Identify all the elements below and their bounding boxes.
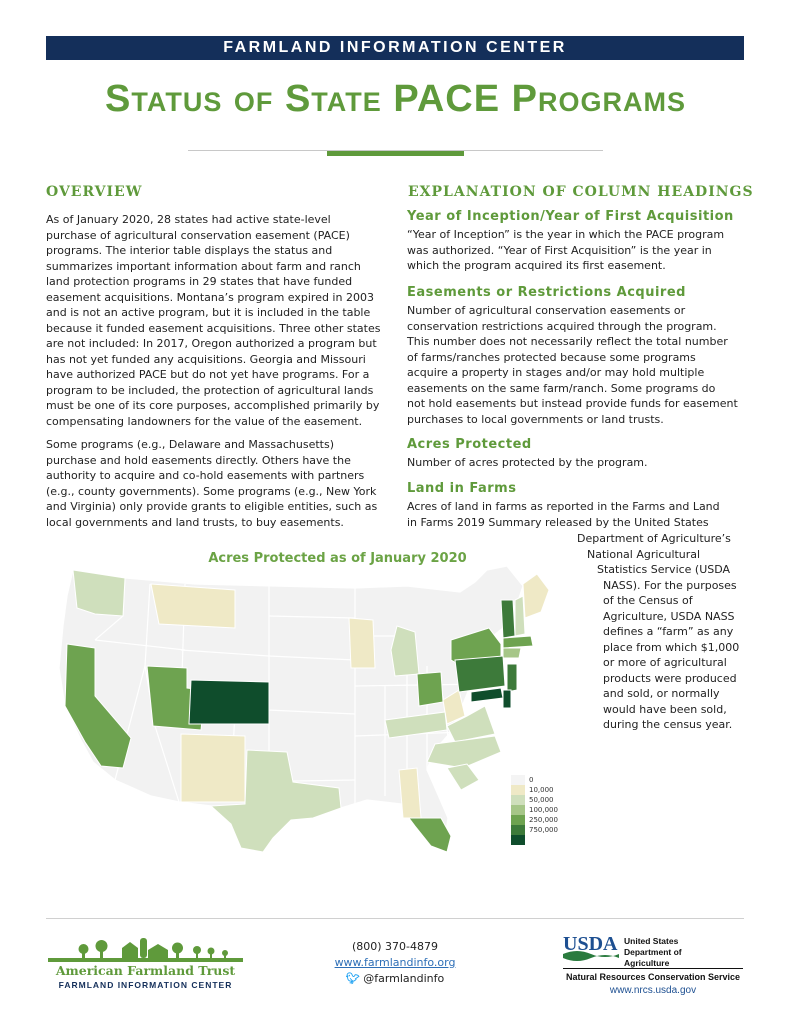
- legend-swatch: [511, 785, 525, 795]
- text-line: purchases to local governments or land trusts.: [407, 412, 664, 426]
- usda-dept-line: Department of: [624, 947, 682, 957]
- text-line: was authorized. “Year of First Acquisition” is the year in: [407, 243, 712, 257]
- text-line: and Virginia) only provide grants to eligible entities, such as: [46, 500, 378, 513]
- text-line: in Farms 2019 Summary released by the United States: [407, 515, 709, 529]
- legend-label: 750,000: [529, 826, 558, 834]
- text-line: local governments and land trusts, to buy easements.: [46, 515, 344, 529]
- usda-department: [624, 936, 682, 969]
- text-line: Some programs (e.g., Delaware and Massachusetts): [46, 438, 334, 451]
- text-line: not hold easements but instead provide funds for easement: [407, 397, 738, 410]
- vermont: [501, 600, 515, 638]
- legend-swatch: [511, 795, 525, 805]
- text-line: This number does not necessarily reflect the total number: [407, 335, 728, 348]
- new-hampshire: [515, 596, 525, 636]
- usda-logo-text: USDA: [563, 933, 618, 955]
- text-line: purchase and hold easements directly. Others have the: [46, 453, 351, 467]
- text-line: land protection programs in 29 states that have funded: [46, 275, 353, 288]
- legend-swatch: [511, 815, 525, 825]
- year-heading: Year of Inception/Year of First Acquisition: [407, 209, 734, 224]
- acres-text: Number of acres protected by the program.: [407, 456, 648, 469]
- aft-logo-subtitle: FARMLAND INFORMATION CENTER: [58, 980, 233, 990]
- text-line: Number of agricultural conservation easements or: [407, 304, 686, 317]
- text-line: programs. The interior table displays the status and: [46, 244, 333, 257]
- phone-number: (800) 370-4879: [351, 940, 439, 953]
- text-line: of the Census of: [603, 594, 693, 607]
- text-line: has not yet funded any acquisitions. Georgia and Missouri: [46, 352, 366, 366]
- delaware: [503, 690, 511, 708]
- text-line: “Year of Inception” is the year in which the PACE program: [407, 228, 725, 241]
- legend-label: 50,000: [529, 796, 554, 804]
- title-divider-accent: [327, 151, 464, 156]
- text-line: Department of Agriculture’s: [577, 532, 731, 545]
- text-line: (e.g., county governments). Some programs (e.g., New York: [46, 484, 377, 498]
- new-mexico: [181, 734, 245, 802]
- map-title: Acres Protected as of January 2020: [208, 551, 467, 566]
- text-line: As of January 2020, 28 states had active state-level: [46, 213, 331, 226]
- legend-item: [511, 775, 558, 785]
- footer-divider: [46, 918, 744, 919]
- text-line: would have been sold,: [603, 702, 727, 716]
- montana: [151, 584, 235, 628]
- legend-swatch: [511, 775, 525, 785]
- text-line: during the census year.: [603, 718, 733, 731]
- maine: [523, 574, 549, 618]
- legend-item: [511, 795, 558, 805]
- text-line: and is not an active program, but it is included in the table: [46, 306, 371, 319]
- usda-dept-line: Agriculture: [624, 958, 670, 968]
- text-line: compensating landowners for the value of the easement.: [46, 414, 363, 428]
- text-line: conservation restrictions acquired through the program.: [407, 319, 717, 333]
- acres-heading: Acres Protected: [407, 437, 532, 452]
- legend-item: [511, 835, 558, 845]
- aft-logo-name: American Farmland Trust: [55, 963, 236, 978]
- text-line: products were produced: [603, 671, 737, 685]
- legend-item: [511, 805, 558, 815]
- ohio: [417, 672, 443, 706]
- text-line: defines a “farm” as any: [603, 625, 734, 638]
- header-banner: FARMLAND INFORMATION CENTER: [46, 36, 744, 60]
- text-line: acquire a property in stages and/or may hold multiple: [407, 366, 705, 379]
- pennsylvania: [455, 656, 505, 692]
- new-jersey: [507, 664, 517, 692]
- legend-label: 100,000: [529, 806, 558, 814]
- map-legend: [511, 775, 558, 845]
- text-line: place from which $1,000: [603, 640, 740, 654]
- legend-item: [511, 825, 558, 835]
- twitter-handle[interactable]: [320, 972, 470, 985]
- south-carolina: [447, 764, 479, 790]
- land-heading: Land in Farms: [407, 481, 517, 496]
- nrcs-website-link[interactable]: www.nrcs.usda.gov: [609, 985, 697, 996]
- connecticut: [503, 648, 521, 658]
- legend-label: 10,000: [529, 786, 554, 794]
- text-line: Agriculture, USDA NASS: [603, 609, 735, 623]
- text-line: have authorized PACE but do not yet have programs. For a: [46, 368, 370, 381]
- text-line: program to be included, the protection of agricultural lands: [46, 383, 374, 397]
- text-line: must be one of its core purposes, accomplished primarily by: [46, 399, 380, 412]
- text-line: easements on the same farm/ranch. Some programs do: [407, 381, 716, 395]
- nrcs-name: Natural Resources Conservation Service: [565, 972, 741, 982]
- text-line: are not included: In 2017, Oregon authorized a program but: [46, 337, 377, 350]
- usda-logo-icon: [563, 932, 621, 964]
- usda-divider: [563, 968, 743, 969]
- website-link[interactable]: www.farmlandinfo.org: [334, 956, 456, 969]
- us-map: [55, 556, 555, 856]
- text-line: which the program acquired its first easement.: [407, 259, 666, 272]
- text-line: easement acquisitions. Montana’s program expired in 2003: [46, 290, 374, 304]
- alabama: [399, 768, 421, 818]
- michigan: [391, 626, 419, 676]
- legend-swatch: [511, 825, 525, 835]
- usda-dept-line: United States: [624, 936, 679, 946]
- easements-heading: Easements or Restrictions Acquired: [407, 285, 686, 300]
- text-line: NASS). For the purposes: [603, 578, 737, 592]
- text-line: of farms/ranches protected because some programs: [407, 350, 696, 364]
- text-line: authority to acquire and co-hold easements with partners: [46, 469, 365, 482]
- aft-logo-farm-icon: [48, 932, 243, 964]
- legend-item: [511, 815, 558, 825]
- twitter-icon: 🐦︎: [345, 972, 360, 985]
- legend-label: 0: [529, 776, 534, 784]
- text-line: purchase of agricultural conservation easement (PACE): [46, 228, 350, 242]
- text-line: and sold, or normally: [603, 687, 720, 700]
- text-line: because it funded easement acquisitions. Three other states: [46, 321, 381, 335]
- colorado: [189, 680, 269, 724]
- wisconsin: [349, 618, 375, 668]
- explanation-heading: EXPLANATION OF COLUMN HEADINGS: [408, 184, 754, 200]
- massachusetts: [503, 636, 533, 648]
- text-line: National Agricultural: [587, 547, 701, 561]
- twitter-label: @farmlandinfo: [363, 972, 445, 985]
- text-line: or more of agricultural: [603, 656, 727, 669]
- text-line: Acres of land in farms as reported in the Farms and Land: [407, 500, 720, 513]
- legend-swatch: [511, 805, 525, 815]
- page-title: Status of State PACE Programs: [105, 78, 686, 120]
- legend-item: [511, 785, 558, 795]
- legend-label: 250,000: [529, 816, 558, 824]
- washington: [73, 570, 125, 616]
- text-line: Statistics Service (USDA: [597, 563, 731, 576]
- legend-swatch: [511, 835, 525, 845]
- text-line: summarizes important information about farm and ranch: [46, 259, 361, 273]
- overview-heading: OVERVIEW: [46, 184, 143, 200]
